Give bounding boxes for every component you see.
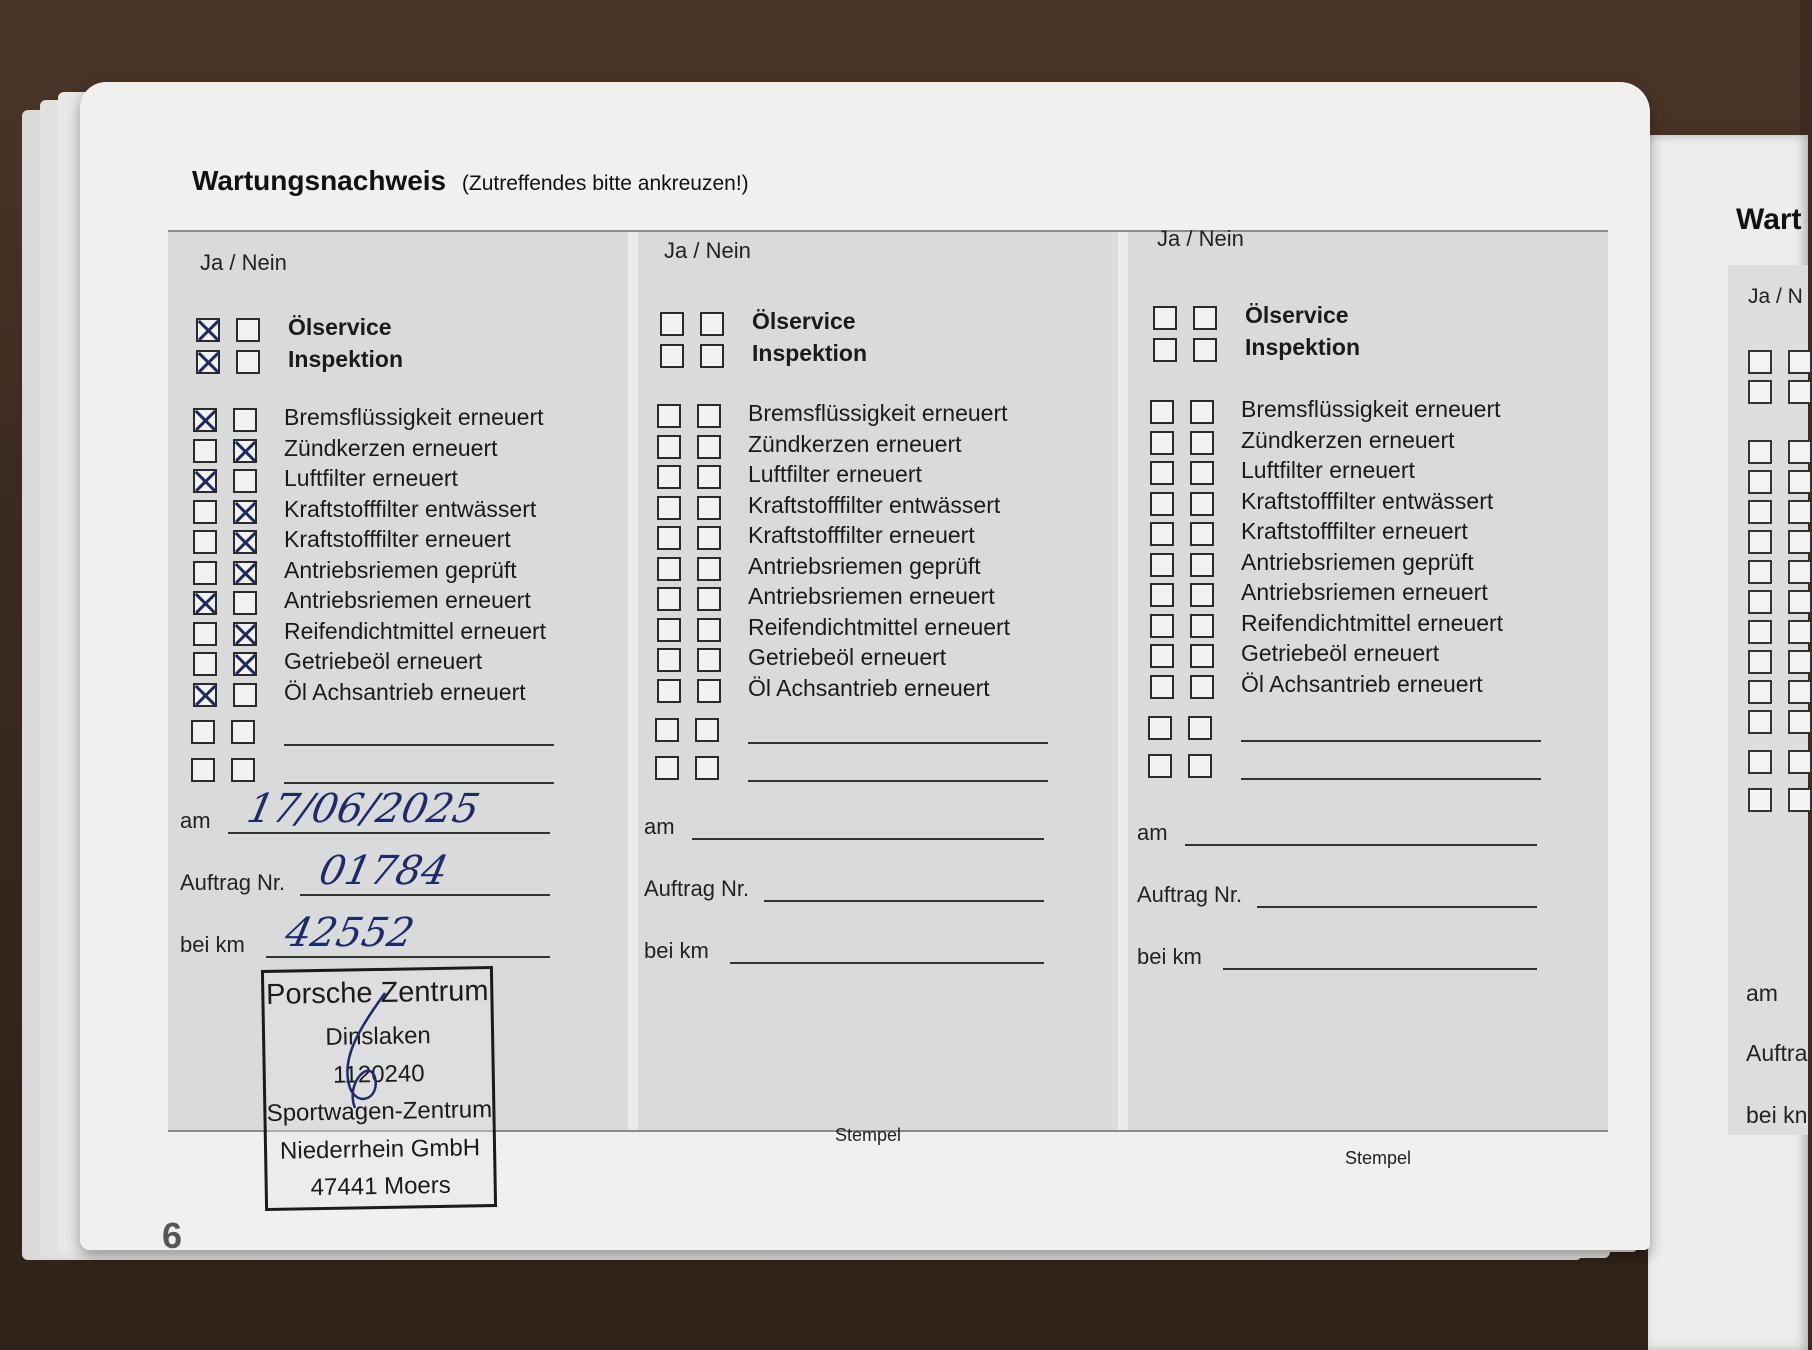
ja-checkbox[interactable] xyxy=(657,465,681,489)
ja-checkbox[interactable] xyxy=(1748,470,1772,494)
ja-checkbox[interactable] xyxy=(196,318,220,342)
item-label: Kraftstofffilter entwässert xyxy=(748,491,1001,518)
nein-checkbox[interactable] xyxy=(697,618,721,642)
nein-checkbox[interactable] xyxy=(1193,338,1217,362)
ja-checkbox[interactable] xyxy=(1148,754,1172,778)
km-field-line[interactable] xyxy=(1223,968,1537,970)
nein-checkbox[interactable] xyxy=(233,469,257,493)
nein-checkbox[interactable] xyxy=(697,679,721,703)
item-label: Getriebeöl erneuert xyxy=(748,644,947,670)
ja-checkbox[interactable] xyxy=(660,344,684,368)
ja-checkbox[interactable] xyxy=(1748,560,1772,584)
date-field-line[interactable] xyxy=(228,832,550,834)
next-page-am-label: am xyxy=(1746,980,1778,1006)
ja-checkbox[interactable] xyxy=(657,435,681,459)
ja-checkbox[interactable] xyxy=(1150,614,1174,638)
ja-checkbox[interactable] xyxy=(1748,620,1772,644)
nein-checkbox[interactable] xyxy=(700,312,724,336)
ja-nein-header: Ja / Nein xyxy=(664,238,751,263)
item-label: Bremsflüssigkeit erneuert xyxy=(284,404,544,430)
ja-checkbox[interactable] xyxy=(1150,644,1174,668)
nein-checkbox[interactable] xyxy=(1788,710,1812,734)
nein-checkbox[interactable] xyxy=(1788,788,1812,812)
nein-checkbox[interactable] xyxy=(697,587,721,611)
item-label: Getriebeöl erneuert xyxy=(284,648,483,674)
date-field-line[interactable] xyxy=(692,838,1044,840)
ja-checkbox[interactable] xyxy=(1748,350,1772,374)
custom-item-line[interactable] xyxy=(748,742,1048,744)
nein-checkbox[interactable] xyxy=(1788,650,1812,674)
nein-checkbox[interactable] xyxy=(1788,530,1812,554)
nein-checkbox[interactable] xyxy=(231,720,255,744)
signature-mark xyxy=(330,988,410,1118)
nein-checkbox[interactable] xyxy=(233,683,257,707)
item-label: Antriebsriemen erneuert xyxy=(284,587,531,613)
next-page-janein: Ja / N xyxy=(1748,285,1803,308)
ja-checkbox[interactable] xyxy=(1748,788,1772,812)
ja-checkbox[interactable] xyxy=(193,683,217,707)
ja-checkbox[interactable] xyxy=(1150,522,1174,546)
stamp-line: 1120240 xyxy=(332,1060,425,1089)
nein-checkbox[interactable] xyxy=(1190,553,1214,577)
ja-checkbox[interactable] xyxy=(193,561,217,585)
next-page-km-label: bei kn xyxy=(1746,1102,1808,1128)
ja-checkbox[interactable] xyxy=(1748,650,1772,674)
nein-checkbox[interactable] xyxy=(697,435,721,459)
nein-checkbox[interactable] xyxy=(233,530,257,554)
item-label: Bremsflüssigkeit erneuert xyxy=(1241,396,1501,422)
item-label: Luftfilter erneuert xyxy=(284,465,458,491)
ja-checkbox[interactable] xyxy=(191,720,215,744)
ja-checkbox[interactable] xyxy=(191,758,215,782)
nein-checkbox[interactable] xyxy=(1788,470,1812,494)
order-field-line[interactable] xyxy=(300,894,550,896)
main-item-label: Inspektion xyxy=(288,346,404,372)
nein-checkbox[interactable] xyxy=(236,350,260,374)
item-label: Antriebsriemen geprüft xyxy=(1241,548,1474,575)
nein-checkbox[interactable] xyxy=(1190,614,1214,638)
item-label: Zündkerzen erneuert xyxy=(748,430,962,457)
order-field-line[interactable] xyxy=(764,900,1044,902)
ja-checkbox[interactable] xyxy=(193,622,217,646)
nein-checkbox[interactable] xyxy=(1190,461,1214,485)
item-label: Antriebsriemen geprüft xyxy=(284,556,517,583)
nein-checkbox[interactable] xyxy=(233,500,257,524)
item-label: Zündkerzen erneuert xyxy=(1241,426,1455,453)
column-divider xyxy=(1118,232,1128,1132)
order-handwritten-value: 01784 xyxy=(315,848,453,894)
km-field-line[interactable] xyxy=(266,956,550,958)
km-label: bei km xyxy=(1137,944,1202,969)
ja-nein-header: Ja / Nein xyxy=(200,250,287,275)
stamp-label: Stempel xyxy=(1345,1148,1412,1168)
top-rule xyxy=(168,230,1608,232)
nein-checkbox[interactable] xyxy=(1190,644,1214,668)
ja-checkbox[interactable] xyxy=(655,756,679,780)
km-label: bei km xyxy=(644,938,709,963)
item-label: Luftfilter erneuert xyxy=(1241,457,1415,483)
page-title xyxy=(192,165,749,197)
ja-checkbox[interactable] xyxy=(1150,553,1174,577)
nein-checkbox[interactable] xyxy=(233,652,257,676)
order-label: Auftrag Nr. xyxy=(1137,882,1243,907)
main-item-label: Inspektion xyxy=(752,340,868,366)
ja-checkbox[interactable] xyxy=(1150,492,1174,516)
custom-item-line[interactable] xyxy=(284,744,554,746)
km-handwritten-value: 42552 xyxy=(281,910,419,956)
nein-checkbox[interactable] xyxy=(1190,492,1214,516)
order-label: Auftrag Nr. xyxy=(644,876,750,901)
ja-checkbox[interactable] xyxy=(1148,716,1172,740)
ja-checkbox[interactable] xyxy=(1748,750,1772,774)
item-label: Kraftstofffilter erneuert xyxy=(748,522,975,548)
date-field-line[interactable] xyxy=(1185,844,1537,846)
title-hint: (Zutreffendes bitte ankreuzen!) xyxy=(461,172,749,195)
ja-checkbox[interactable] xyxy=(1150,400,1174,424)
nein-checkbox[interactable] xyxy=(1190,675,1214,699)
nein-checkbox[interactable] xyxy=(1788,680,1812,704)
nein-checkbox[interactable] xyxy=(697,404,721,428)
ja-checkbox[interactable] xyxy=(193,500,217,524)
item-label: Antriebsriemen geprüft xyxy=(748,552,981,579)
ja-checkbox[interactable] xyxy=(1748,440,1772,464)
custom-item-line[interactable] xyxy=(284,782,554,784)
item-label: Antriebsriemen erneuert xyxy=(748,583,995,609)
ja-checkbox[interactable] xyxy=(1748,710,1772,734)
title-text: Wartungsnachweis xyxy=(192,165,447,196)
nein-checkbox[interactable] xyxy=(1788,350,1812,374)
nein-checkbox[interactable] xyxy=(1193,306,1217,330)
ja-checkbox[interactable] xyxy=(657,496,681,520)
ja-checkbox[interactable] xyxy=(193,469,217,493)
stamp-line: Dinslaken xyxy=(325,1022,432,1051)
ja-checkbox[interactable] xyxy=(1748,500,1772,524)
ja-checkbox[interactable] xyxy=(193,439,217,463)
nein-checkbox[interactable] xyxy=(1788,620,1812,644)
date-label: am xyxy=(644,814,675,839)
km-label: bei km xyxy=(180,932,245,957)
item-label: Reifendichtmittel erneuert xyxy=(748,613,1011,640)
main-item-label: Ölservice xyxy=(288,314,392,340)
item-label: Getriebeöl erneuert xyxy=(1241,640,1440,666)
ja-checkbox[interactable] xyxy=(655,718,679,742)
custom-item-line[interactable] xyxy=(748,780,1048,782)
column-divider xyxy=(628,232,638,1132)
nein-checkbox[interactable] xyxy=(1788,440,1812,464)
nein-checkbox[interactable] xyxy=(697,465,721,489)
stamp-line: Sportwagen-Zentrum xyxy=(266,1096,493,1127)
date-label: am xyxy=(180,808,211,833)
nein-checkbox[interactable] xyxy=(1190,431,1214,455)
nein-checkbox[interactable] xyxy=(697,526,721,550)
item-label: Antriebsriemen erneuert xyxy=(1241,579,1488,605)
item-label: Reifendichtmittel erneuert xyxy=(284,617,547,644)
item-label: Kraftstofffilter entwässert xyxy=(1241,487,1494,514)
ja-checkbox[interactable] xyxy=(1153,306,1177,330)
nein-checkbox[interactable] xyxy=(233,561,257,585)
ja-checkbox[interactable] xyxy=(1150,583,1174,607)
item-label: Reifendichtmittel erneuert xyxy=(1241,609,1504,636)
nein-checkbox[interactable] xyxy=(1188,754,1212,778)
ja-checkbox[interactable] xyxy=(1748,590,1772,614)
item-label: Kraftstofffilter erneuert xyxy=(284,526,511,552)
order-label: Auftrag Nr. xyxy=(180,870,286,895)
nein-checkbox[interactable] xyxy=(233,622,257,646)
nein-checkbox[interactable] xyxy=(1788,500,1812,524)
custom-item-line[interactable] xyxy=(1241,778,1541,780)
ja-checkbox[interactable] xyxy=(657,526,681,550)
item-label: Öl Achsantrieb erneuert xyxy=(748,674,990,701)
next-page xyxy=(1648,135,1808,1350)
ja-nein-header: Ja / Nein xyxy=(1157,226,1244,251)
ja-checkbox[interactable] xyxy=(193,652,217,676)
main-item-label: Ölservice xyxy=(752,308,856,334)
main-item-label: Inspektion xyxy=(1245,334,1361,360)
ja-checkbox[interactable] xyxy=(1748,530,1772,554)
next-page-order-label: Auftra xyxy=(1746,1040,1808,1066)
stamp-label: Stempel xyxy=(835,1125,902,1145)
nein-checkbox[interactable] xyxy=(233,591,257,615)
main-item-label: Ölservice xyxy=(1245,302,1349,328)
nein-checkbox[interactable] xyxy=(695,756,719,780)
item-label: Luftfilter erneuert xyxy=(748,461,922,487)
ja-checkbox[interactable] xyxy=(193,408,217,432)
nein-checkbox[interactable] xyxy=(1788,750,1812,774)
nein-checkbox[interactable] xyxy=(697,496,721,520)
next-page-title: Wart xyxy=(1736,203,1802,236)
nein-checkbox[interactable] xyxy=(231,758,255,782)
custom-item-line[interactable] xyxy=(1241,740,1541,742)
nein-checkbox[interactable] xyxy=(1788,590,1812,614)
nein-checkbox[interactable] xyxy=(233,439,257,463)
nein-checkbox[interactable] xyxy=(1190,522,1214,546)
ja-checkbox[interactable] xyxy=(1150,675,1174,699)
ja-checkbox[interactable] xyxy=(660,312,684,336)
nein-checkbox[interactable] xyxy=(233,408,257,432)
nein-checkbox[interactable] xyxy=(697,648,721,672)
ja-checkbox[interactable] xyxy=(657,679,681,703)
date-label: am xyxy=(1137,820,1168,845)
nein-checkbox[interactable] xyxy=(1190,400,1214,424)
ja-checkbox[interactable] xyxy=(657,587,681,611)
ja-checkbox[interactable] xyxy=(1748,680,1772,704)
nein-checkbox[interactable] xyxy=(700,344,724,368)
km-field-line[interactable] xyxy=(730,962,1044,964)
ja-checkbox[interactable] xyxy=(657,618,681,642)
ja-checkbox[interactable] xyxy=(193,591,217,615)
item-label: Bremsflüssigkeit erneuert xyxy=(748,400,1008,426)
item-label: Öl Achsantrieb erneuert xyxy=(284,678,526,705)
nein-checkbox[interactable] xyxy=(695,718,719,742)
ja-checkbox[interactable] xyxy=(1150,461,1174,485)
page-number: 6 xyxy=(162,1215,183,1256)
date-handwritten-value: 17/06/2025 xyxy=(243,786,484,832)
item-label: Zündkerzen erneuert xyxy=(284,434,498,461)
ja-checkbox[interactable] xyxy=(193,530,217,554)
nein-checkbox[interactable] xyxy=(1190,583,1214,607)
nein-checkbox[interactable] xyxy=(1788,380,1812,404)
nein-checkbox[interactable] xyxy=(236,318,260,342)
stamp-line: Porsche Zentrum xyxy=(265,975,489,1011)
stamp-line: Niederrhein GmbH xyxy=(279,1134,481,1165)
ja-checkbox[interactable] xyxy=(196,350,220,374)
item-label: Kraftstofffilter erneuert xyxy=(1241,518,1468,544)
ja-checkbox[interactable] xyxy=(1153,338,1177,362)
ja-checkbox[interactable] xyxy=(657,557,681,581)
ja-checkbox[interactable] xyxy=(1748,380,1772,404)
item-label: Kraftstofffilter entwässert xyxy=(284,495,537,522)
nein-checkbox[interactable] xyxy=(1788,560,1812,584)
nein-checkbox[interactable] xyxy=(1188,716,1212,740)
order-field-line[interactable] xyxy=(1257,906,1537,908)
stamp-line: 47441 Moers xyxy=(310,1171,451,1202)
nein-checkbox[interactable] xyxy=(697,557,721,581)
ja-checkbox[interactable] xyxy=(657,648,681,672)
ja-checkbox[interactable] xyxy=(657,404,681,428)
ja-checkbox[interactable] xyxy=(1150,431,1174,455)
item-label: Öl Achsantrieb erneuert xyxy=(1241,670,1483,697)
